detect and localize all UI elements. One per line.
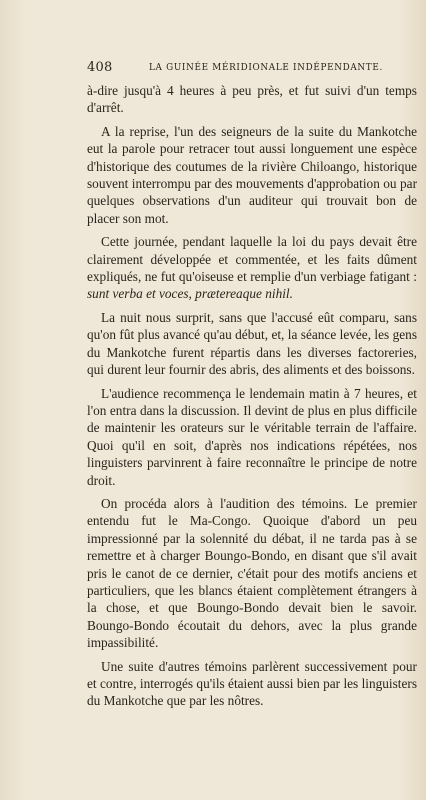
paragraph: L'audience recommença le lendemain matin à 7 heures, et l'on entra dans la discussion. Il devint de plus en plus difficile de maintenir les orateurs sur le véritable terrain de l'affaire. Quoi qu'il en soit, d'après nos indications répétées, nos linguisters parvinrent à faire reconnaître le principe de notre droit. (87, 385, 417, 488)
paragraph (87, 233, 417, 303)
paragraph: A la reprise, l'un des seigneurs de la suite du Mankotche eut la parole pour retracer tout aussi longuement une espèce d'historique des coutumes de la rivière Chiloango, historique souvent interrompu par des mouvements d'approbation ou par quelques observations d'un auditeur qui trouvait bon de placer son mot. (87, 123, 417, 226)
page-header (87, 60, 417, 76)
paragraph: à-dire jusqu'à 4 heures à peu près, et fut suivi d'un temps d'arrêt. (87, 83, 417, 116)
running-title: LA GUINÉE MÉRIDIONALE INDÉPENDANTE. (149, 63, 383, 73)
latin-quote: sunt verba et voces, prætereaque nihil. (87, 286, 293, 302)
body-text (87, 82, 417, 716)
paragraph: On procéda alors à l'audition des témoins. Le premier entendu fut le Ma-Congo. Quoique d'abord un peu impressionné par la solennité du débat, il ne tarda pas à se remettre et à charger Boungo-Bondo, en disant que s'il avait pris le canot de ce dernier, c'était pour des motifs anciens et particuliers, que les blancs étaient complètement étrangers à la chose, et que Boungo-Bondo devait bien le savoir. Boungo-Bondo écoutait du dehors, avec la plus grande impassibilité. (87, 495, 417, 651)
page-number: 408 (87, 60, 113, 75)
paragraph: Une suite d'autres témoins parlèrent successivement pour et contre, interrogés qu'ils étaient aussi bien par les linguisters du Mankotche que par les nôtres. (87, 658, 417, 709)
paragraph-text: Cette journée, pendant laquelle la loi du pays devait être clairement développée et commentée, et les faits dûment expliqués, ne fut qu'oiseuse et remplie d'un verbiage fatigant : (87, 234, 417, 285)
paragraph: La nuit nous surprit, sans que l'accusé eût comparu, sans qu'on fût plus avancé qu'au début, et, la séance levée, les gens du Mankotche furent répartis dans les diverses factoreries, qui durent leur fournir des abris, des aliments et des boissons. (87, 309, 417, 378)
